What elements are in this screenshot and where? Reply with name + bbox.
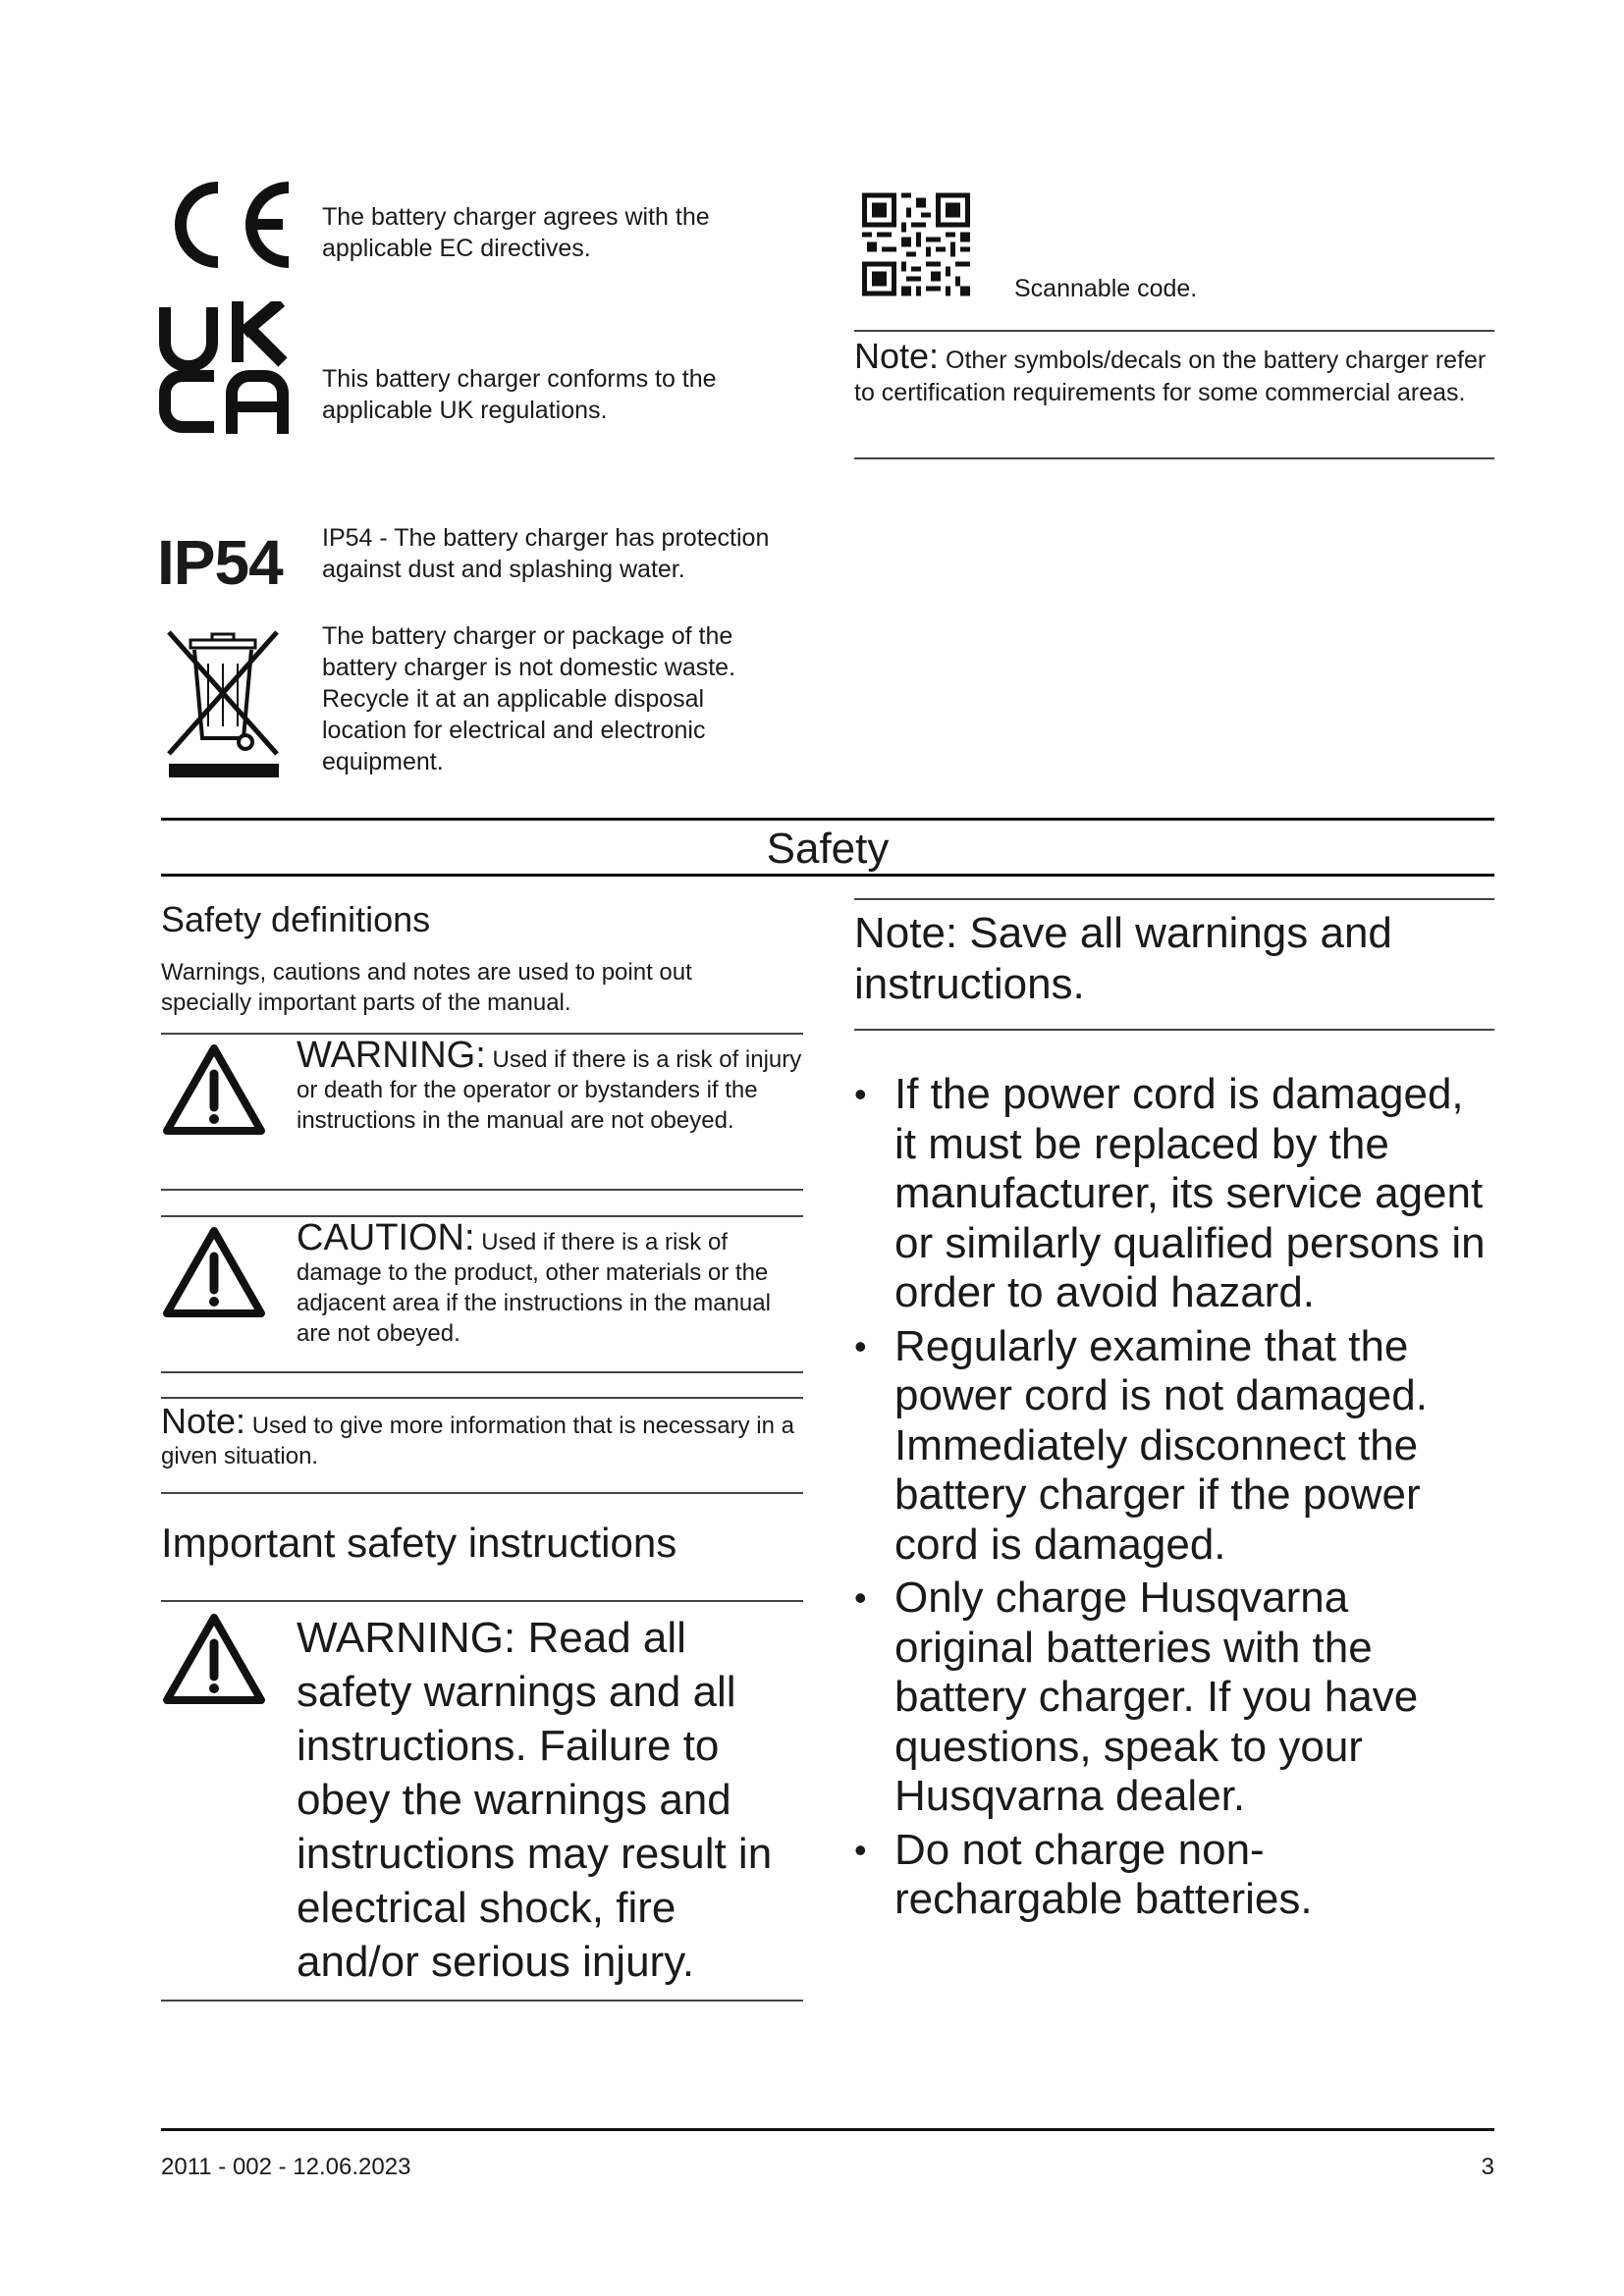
footer-doc-code: 2011 - 002 - 12.06.2023 xyxy=(161,2154,411,2180)
note-label: Note: xyxy=(161,1401,246,1441)
subsection-title: Safety definitions xyxy=(161,899,431,939)
ce-mark-icon xyxy=(161,180,298,270)
note-text: Used to give more information that is necessary in a given situation. xyxy=(161,1413,794,1469)
ce-mark xyxy=(161,180,298,270)
warning-triangle-icon xyxy=(161,1612,267,1711)
ce-text: The battery charger agrees with the applicable EC directives. xyxy=(322,203,710,262)
divider xyxy=(161,874,1494,877)
warning-text: Used if there is a risk of injury or death for the operator or bystanders if the instructions in the manual are not obeyed. xyxy=(297,1046,802,1134)
divider xyxy=(161,1215,803,1217)
subsection-title: Important safety instructions xyxy=(161,1520,677,1566)
caution-triangle-icon xyxy=(161,1225,267,1324)
divider xyxy=(161,818,1494,821)
divider xyxy=(854,330,1494,332)
list-item: • Do not charge non-rechargable batteries. xyxy=(854,1826,1492,1925)
caution-text: Used if there is a risk of damage to the product, other materials or the adjacent area if the instructions in the manual are not obeyed. xyxy=(297,1229,771,1347)
qr-code xyxy=(862,192,970,296)
crossed-bin-icon xyxy=(165,628,283,779)
divider xyxy=(161,2000,803,2002)
note-text: Other symbols/decals on the battery charger refer to certification requirements for some commercial areas. xyxy=(854,347,1487,406)
caution-definition xyxy=(297,1217,807,1349)
warning-label: WARNING: xyxy=(297,1035,486,1076)
warning-definition xyxy=(297,1035,807,1136)
note-definition xyxy=(161,1401,809,1471)
warning-text: Read all safety warnings and all instructions. Failure to obey the warnings and instructions may result in electrical shock, fire and/or serious injury. xyxy=(297,1614,773,1986)
divider xyxy=(161,1492,803,1494)
qr-text: Scannable code. xyxy=(1014,275,1198,302)
warning-triangle-icon xyxy=(161,1042,267,1142)
ukca-mark xyxy=(159,301,297,434)
symbols-note xyxy=(854,336,1492,409)
ukca-mark-icon xyxy=(159,301,297,434)
list-item: • If the power cord is damaged, it must be replaced by the manufacturer, its service agent or similarly qualified persons in order to avoid hazard. xyxy=(854,1070,1492,1318)
divider xyxy=(161,1600,803,1602)
important-warning xyxy=(297,1611,787,1989)
qr-code-icon xyxy=(862,192,970,296)
divider xyxy=(161,1397,803,1399)
divider xyxy=(854,898,1494,900)
divider xyxy=(161,1189,803,1191)
weee-symbol xyxy=(165,628,283,779)
save-note xyxy=(854,908,1463,1010)
divider xyxy=(854,457,1494,459)
warning-label: WARNING: xyxy=(297,1614,516,1662)
list-item: • Only charge Husqvarna original batteries with the battery charger. If you have questions, speak to your Husqvarna dealer. xyxy=(854,1574,1492,1822)
section-heading: Safety xyxy=(766,825,890,873)
note-label: Note: xyxy=(854,336,940,376)
definitions-intro: Warnings, cautions and notes are used to point out specially important parts of the manual. xyxy=(161,959,692,1016)
note-text: Save all warnings and instructions. xyxy=(854,909,1392,1008)
safety-bullets xyxy=(854,1070,1492,1929)
ukca-text: This battery charger conforms to the applicable UK regulations. xyxy=(322,365,717,424)
weee-text: The battery charger or package of the battery charger is not domestic waste. Recycle it at an applicable disposal location for electrical and electronic equipment. xyxy=(322,622,736,775)
note-label: Note: xyxy=(854,909,958,957)
page-number: 3 xyxy=(1481,2154,1494,2180)
divider xyxy=(161,1371,803,1373)
footer-divider xyxy=(161,2128,1494,2131)
caution-label: CAUTION: xyxy=(297,1217,475,1258)
ip54-text: IP54 - The battery charger has protection against dust and splashing water. xyxy=(322,524,770,583)
ip54-mark: IP54 xyxy=(157,527,283,598)
divider xyxy=(854,1029,1494,1031)
list-item: • Regularly examine that the power cord is not damaged. Immediately disconnect the battery charger if the power cord is damaged. xyxy=(854,1322,1492,1571)
